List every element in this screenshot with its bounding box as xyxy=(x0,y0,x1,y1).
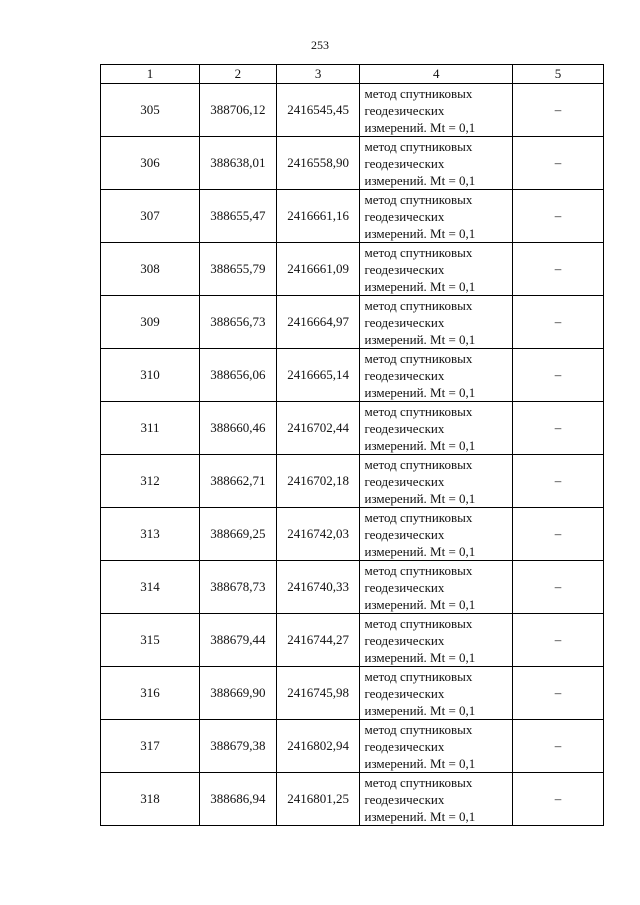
y-coordinate-cell: 2416702,44 xyxy=(276,402,360,455)
method-line: измерений. Mt = 0,1 xyxy=(364,119,476,135)
method-line: измерений. Mt = 0,1 xyxy=(364,384,476,400)
method-line: геодезических xyxy=(364,632,445,648)
method-cell xyxy=(360,720,513,773)
point-number-cell: 317 xyxy=(101,720,200,773)
note-cell: – xyxy=(513,296,604,349)
method-line: метод спутниковых xyxy=(364,668,473,684)
note-cell: – xyxy=(513,614,604,667)
table-row xyxy=(101,720,604,773)
table-body xyxy=(101,84,604,826)
y-coordinate-cell: 2416801,25 xyxy=(276,773,360,826)
table-header-row xyxy=(101,65,604,84)
x-coordinate-cell: 388706,12 xyxy=(200,84,277,137)
x-coordinate-cell: 388655,47 xyxy=(200,190,277,243)
table-row xyxy=(101,773,604,826)
x-coordinate-cell: 388678,73 xyxy=(200,561,277,614)
y-coordinate-cell: 2416744,27 xyxy=(276,614,360,667)
y-coordinate-cell: 2416664,97 xyxy=(276,296,360,349)
method-line: метод спутниковых xyxy=(364,85,473,101)
y-coordinate-cell: 2416661,16 xyxy=(276,190,360,243)
method-line: метод спутниковых xyxy=(364,615,473,631)
note-cell: – xyxy=(513,508,604,561)
method-line: измерений. Mt = 0,1 xyxy=(364,808,476,824)
x-coordinate-cell: 388669,90 xyxy=(200,667,277,720)
point-number-cell: 308 xyxy=(101,243,200,296)
method-cell xyxy=(360,508,513,561)
table-row xyxy=(101,137,604,190)
table-row xyxy=(101,84,604,137)
method-line: метод спутниковых xyxy=(364,244,473,260)
method-line: геодезических xyxy=(364,420,445,436)
method-line: метод спутниковых xyxy=(364,721,473,737)
method-line: измерений. Mt = 0,1 xyxy=(364,755,476,771)
y-coordinate-cell: 2416740,33 xyxy=(276,561,360,614)
method-cell xyxy=(360,402,513,455)
method-line: метод спутниковых xyxy=(364,191,473,207)
note-cell: – xyxy=(513,349,604,402)
table-row xyxy=(101,402,604,455)
note-cell: – xyxy=(513,667,604,720)
y-coordinate-cell: 2416558,90 xyxy=(276,137,360,190)
table-row xyxy=(101,667,604,720)
point-number-cell: 305 xyxy=(101,84,200,137)
header-col-3: 3 xyxy=(276,65,360,84)
page-number: 253 xyxy=(311,38,329,52)
point-number-cell: 316 xyxy=(101,667,200,720)
method-cell xyxy=(360,190,513,243)
note-cell: – xyxy=(513,137,604,190)
method-cell xyxy=(360,614,513,667)
y-coordinate-cell: 2416742,03 xyxy=(276,508,360,561)
point-number-cell: 307 xyxy=(101,190,200,243)
note-cell: – xyxy=(513,561,604,614)
method-line: метод спутниковых xyxy=(364,509,473,525)
y-coordinate-cell: 2416661,09 xyxy=(276,243,360,296)
note-cell: – xyxy=(513,84,604,137)
coordinates-table xyxy=(100,64,604,826)
method-line: измерений. Mt = 0,1 xyxy=(364,278,476,294)
point-number-cell: 314 xyxy=(101,561,200,614)
x-coordinate-cell: 388669,25 xyxy=(200,508,277,561)
y-coordinate-cell: 2416545,45 xyxy=(276,84,360,137)
point-number-cell: 310 xyxy=(101,349,200,402)
method-line: метод спутниковых xyxy=(364,403,473,419)
note-cell: – xyxy=(513,455,604,508)
method-line: геодезических xyxy=(364,261,445,277)
method-line: геодезических xyxy=(364,526,445,542)
method-line: геодезических xyxy=(364,314,445,330)
method-line: измерений. Mt = 0,1 xyxy=(364,331,476,347)
table-row xyxy=(101,349,604,402)
table-row xyxy=(101,296,604,349)
method-line: геодезических xyxy=(364,102,445,118)
method-line: геодезических xyxy=(364,685,445,701)
method-cell xyxy=(360,773,513,826)
method-line: метод спутниковых xyxy=(364,456,473,472)
x-coordinate-cell: 388660,46 xyxy=(200,402,277,455)
point-number-cell: 315 xyxy=(101,614,200,667)
method-line: метод спутниковых xyxy=(364,138,473,154)
y-coordinate-cell: 2416702,18 xyxy=(276,455,360,508)
table-row xyxy=(101,508,604,561)
x-coordinate-cell: 388679,38 xyxy=(200,720,277,773)
method-cell xyxy=(360,349,513,402)
table-row xyxy=(101,614,604,667)
method-cell xyxy=(360,243,513,296)
x-coordinate-cell: 388655,79 xyxy=(200,243,277,296)
table-row xyxy=(101,190,604,243)
method-cell xyxy=(360,137,513,190)
x-coordinate-cell: 388656,06 xyxy=(200,349,277,402)
method-cell xyxy=(360,455,513,508)
method-line: геодезических xyxy=(364,791,445,807)
method-cell xyxy=(360,296,513,349)
method-line: измерений. Mt = 0,1 xyxy=(364,437,476,453)
point-number-cell: 309 xyxy=(101,296,200,349)
point-number-cell: 318 xyxy=(101,773,200,826)
method-cell xyxy=(360,561,513,614)
x-coordinate-cell: 388662,71 xyxy=(200,455,277,508)
x-coordinate-cell: 388679,44 xyxy=(200,614,277,667)
note-cell: – xyxy=(513,720,604,773)
y-coordinate-cell: 2416802,94 xyxy=(276,720,360,773)
x-coordinate-cell: 388686,94 xyxy=(200,773,277,826)
method-line: геодезических xyxy=(364,367,445,383)
x-coordinate-cell: 388656,73 xyxy=(200,296,277,349)
method-line: метод спутниковых xyxy=(364,774,473,790)
note-cell: – xyxy=(513,190,604,243)
method-line: измерений. Mt = 0,1 xyxy=(364,649,476,665)
method-line: измерений. Mt = 0,1 xyxy=(364,702,476,718)
x-coordinate-cell: 388638,01 xyxy=(200,137,277,190)
method-line: геодезических xyxy=(364,208,445,224)
method-line: геодезических xyxy=(364,579,445,595)
note-cell: – xyxy=(513,402,604,455)
header-col-2: 2 xyxy=(200,65,277,84)
method-line: метод спутниковых xyxy=(364,350,473,366)
y-coordinate-cell: 2416665,14 xyxy=(276,349,360,402)
method-line: метод спутниковых xyxy=(364,297,473,313)
method-cell xyxy=(360,667,513,720)
point-number-cell: 306 xyxy=(101,137,200,190)
method-cell xyxy=(360,84,513,137)
method-line: измерений. Mt = 0,1 xyxy=(364,225,476,241)
method-line: измерений. Mt = 0,1 xyxy=(364,490,476,506)
method-line: метод спутниковых xyxy=(364,562,473,578)
point-number-cell: 311 xyxy=(101,402,200,455)
table-row xyxy=(101,561,604,614)
method-line: измерений. Mt = 0,1 xyxy=(364,172,476,188)
point-number-cell: 312 xyxy=(101,455,200,508)
point-number-cell: 313 xyxy=(101,508,200,561)
method-line: геодезических xyxy=(364,155,445,171)
table-row xyxy=(101,243,604,296)
table-row xyxy=(101,455,604,508)
method-line: измерений. Mt = 0,1 xyxy=(364,543,476,559)
method-line: измерений. Mt = 0,1 xyxy=(364,596,476,612)
header-col-1: 1 xyxy=(101,65,200,84)
method-line: геодезических xyxy=(364,738,445,754)
header-col-4: 4 xyxy=(360,65,513,84)
method-line: геодезических xyxy=(364,473,445,489)
header-col-5: 5 xyxy=(513,65,604,84)
y-coordinate-cell: 2416745,98 xyxy=(276,667,360,720)
note-cell: – xyxy=(513,773,604,826)
note-cell: – xyxy=(513,243,604,296)
